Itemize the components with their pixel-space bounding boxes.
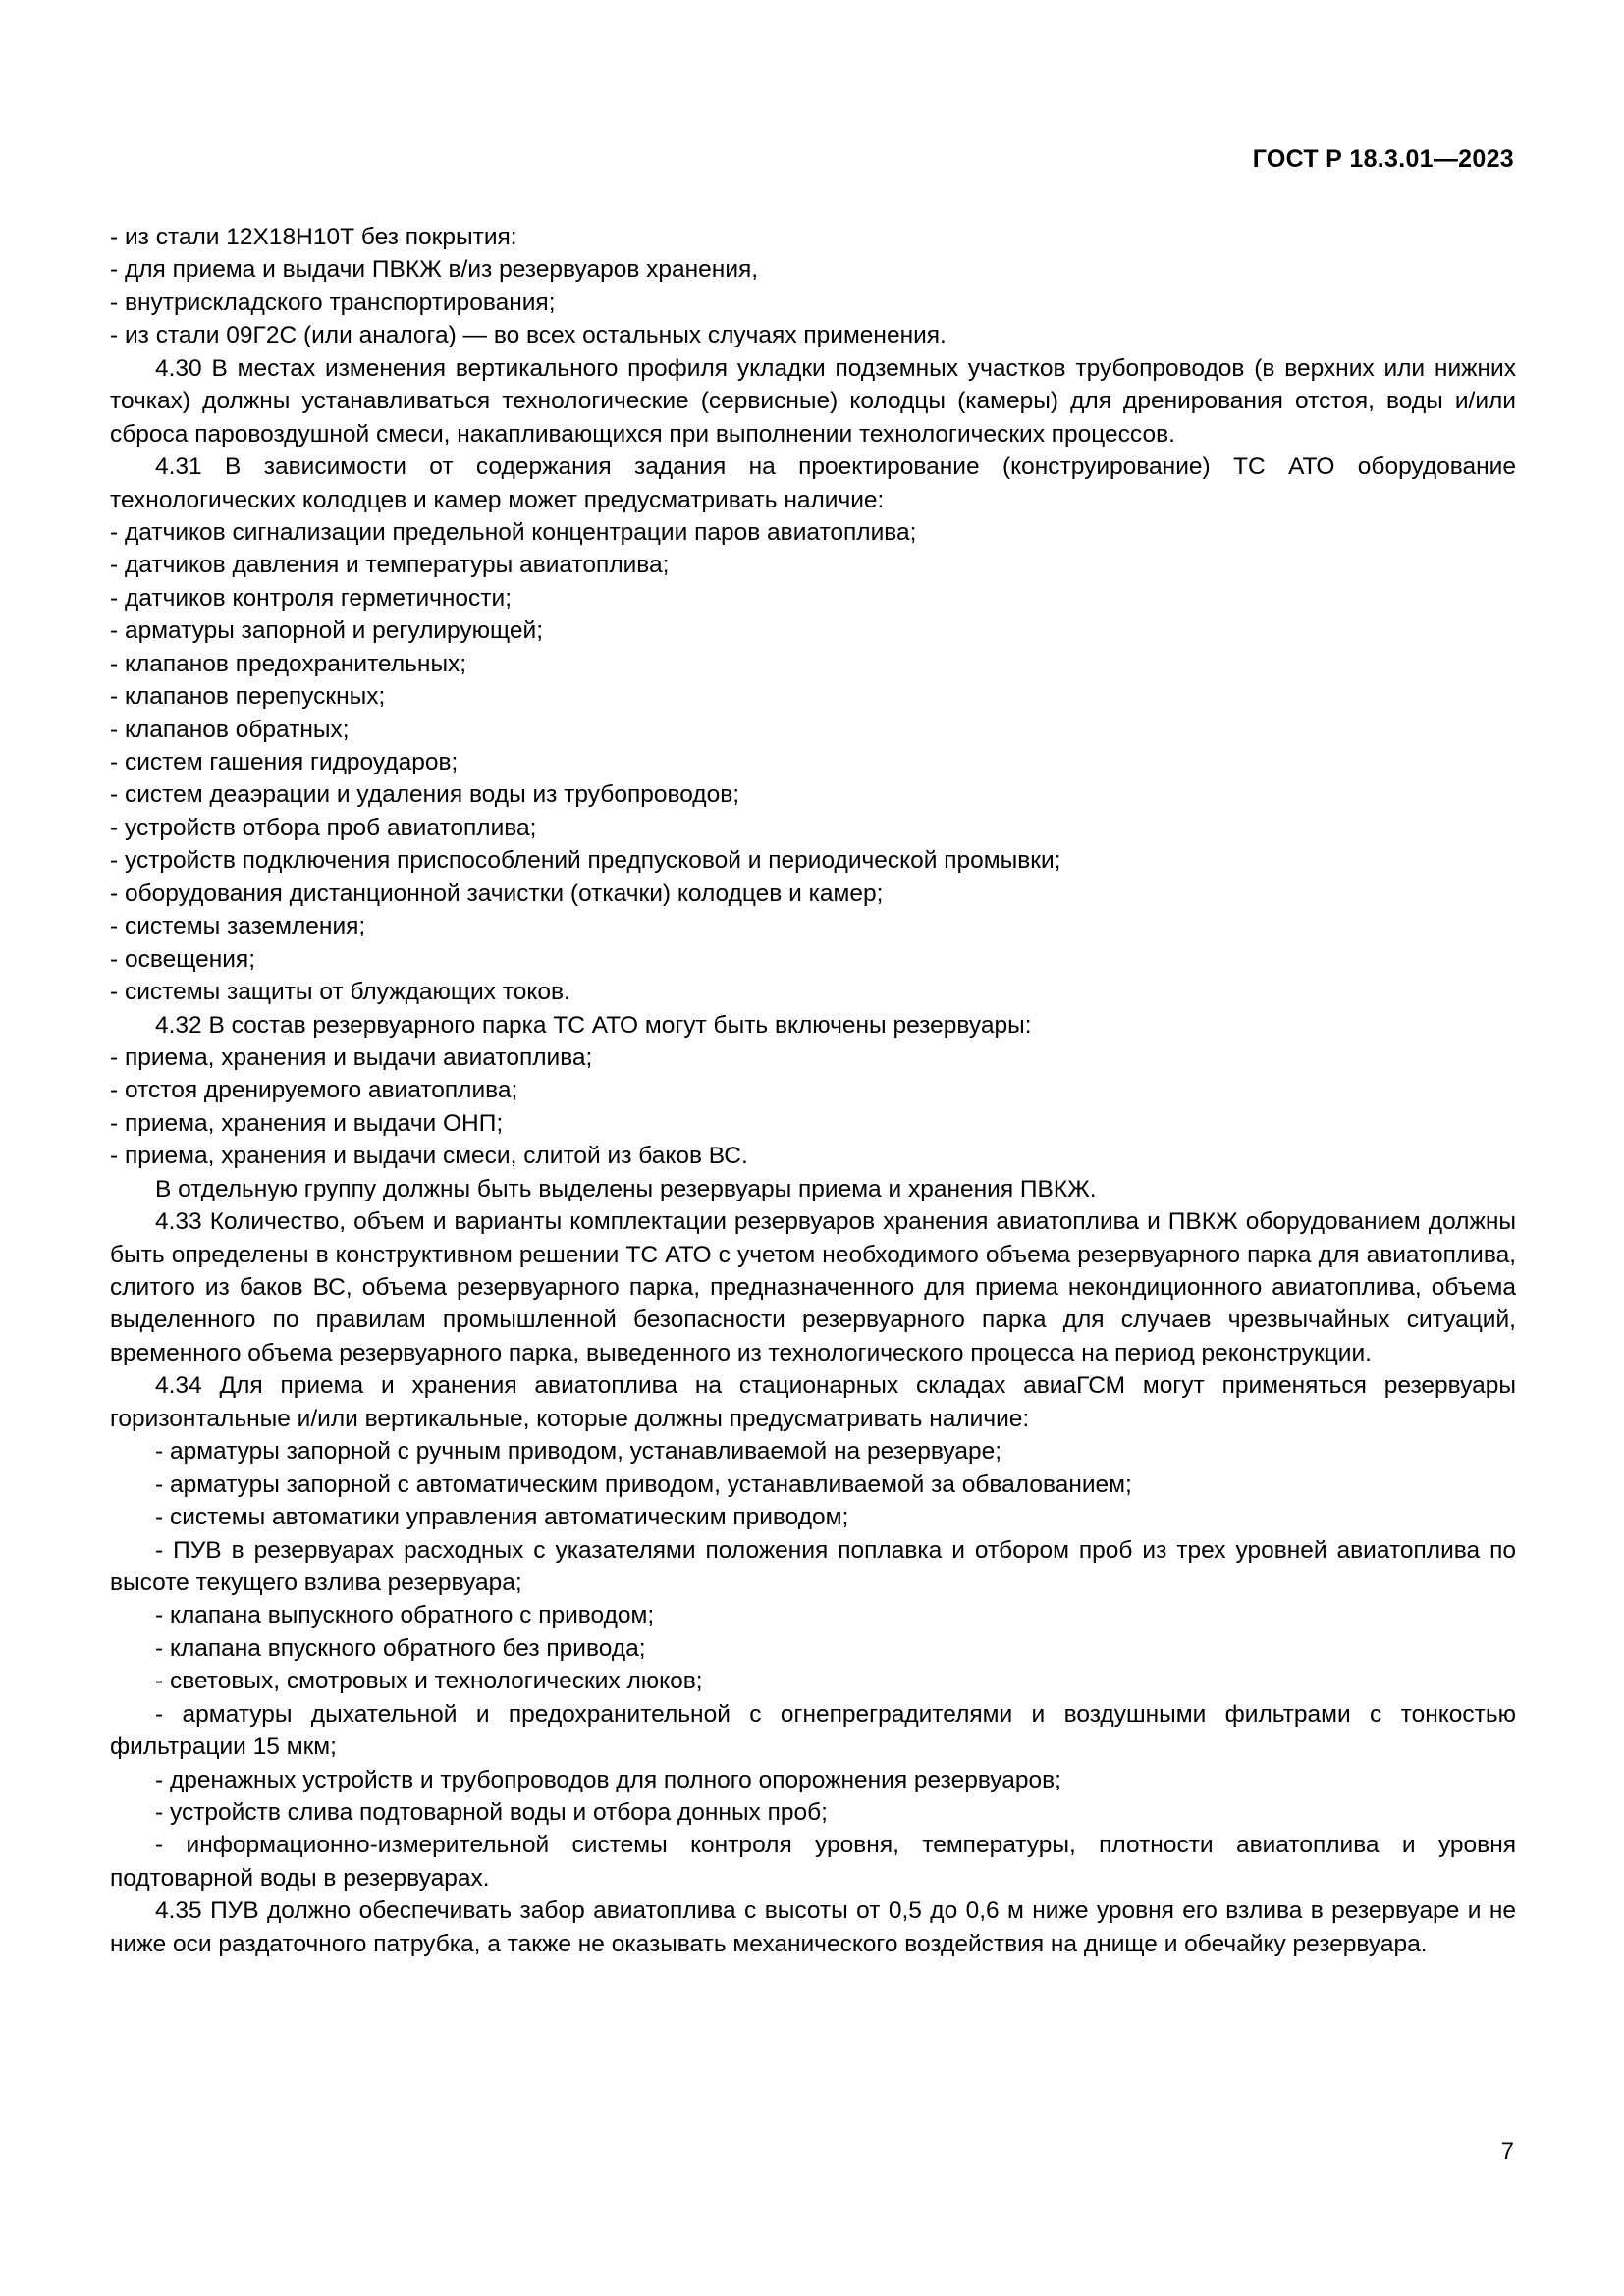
list-item: - внутрискладского транспортирования;: [110, 289, 556, 316]
list-item: - клапанов обратных;: [110, 716, 350, 743]
list-item: - устройств слива подтоварной воды и отбора донных проб;: [155, 1799, 828, 1826]
list-item: - арматуры запорной и регулирующей;: [110, 617, 544, 645]
list-item: - датчиков контроля герметичности;: [110, 584, 513, 612]
list-item: - оборудования дистанционной зачистки (откачки) колодцев и камер;: [110, 880, 884, 907]
list-item: - систем деаэрации и удаления воды из трубопроводов;: [110, 781, 740, 809]
list-item: - системы автоматики управления автоматическим приводом;: [155, 1504, 849, 1531]
clause-4-30: 4.30 В местах изменения вертикального профиля укладки подземных участков трубопроводов (в верхних или нижних точках) должны устанавливаться технологические (сервисные) колодцы (камеры) для дренирования отстоя, воды и/или сброса паровоздушной смеси, накапливающихся при выполнении технологических процессов.: [110, 354, 1516, 448]
clause-4-33: 4.33 Количество, объем и варианты комплектации резервуаров хранения авиатоплива и ПВКЖ оборудованием должны быть определены в конструктивном решении ТС АТО с учетом необходимого объема резервуарного парка для авиатоплива, слитого из баков ВС, объема резервуарного парка, предназначенного для приема некондиционного авиатоплива, объема выделенного по правилам промышленной безопасности резервуарного парка для случаев чрезвычайных ситуаций, временного объема резервуарного парка, выведенного из технологического процесса на период реконструкции.: [110, 1208, 1516, 1366]
list-item: - приема, хранения и выдачи ОНП;: [110, 1109, 504, 1137]
list-item: - системы защиты от блуждающих токов.: [110, 979, 570, 1006]
page-header-standard-code: ГОСТ Р 18.3.01—2023: [1252, 145, 1514, 173]
list-item: - арматуры дыхательной и предохранительной с огнепреградителями и воздушными фильтрами с тонкостью фильтрации 15 мкм;: [110, 1700, 1516, 1761]
list-item: - устройств отбора проб авиатоплива;: [110, 814, 537, 841]
clause-4-31: 4.31 В зависимости от содержания задания на проектирование (конструирование) ТС АТО оборудование технологических колодцев и камер может предусматривать наличие:: [110, 454, 1516, 513]
list-item: - датчиков давления и температуры авиатоплива;: [110, 552, 670, 579]
list-item: - арматуры запорной с автоматическим приводом, устанавливаемой за обвалованием;: [155, 1470, 1132, 1498]
list-item: - устройств подключения приспособлений предпусковой и периодической промывки;: [110, 847, 1061, 875]
list-item: - клапанов перепускных;: [110, 683, 386, 711]
list-item: - клапана впускного обратного без привода;: [155, 1634, 646, 1662]
clause-4-32: 4.32 В состав резервуарного парка ТС АТО могут быть включены резервуары:: [155, 1011, 1032, 1039]
list-item: - арматуры запорной с ручным приводом, устанавливаемой на резервуаре;: [155, 1438, 1002, 1466]
list-item: - приема, хранения и выдачи смеси, слитой из баков ВС.: [110, 1143, 748, 1170]
paragraph-pvkj-group: В отдельную группу должны быть выделены резервуары приема и хранения ПВКЖ.: [155, 1175, 1097, 1202]
page-number: 7: [1500, 2138, 1514, 2164]
clause-4-35: 4.35 ПУВ должно обеспечивать забор авиатоплива с высоты от 0,5 до 0,6 м ниже уровня его взлива в резервуаре и не ниже оси раздаточного патрубка, а также не оказывать механического воздействия на днище и обечайку резервуара.: [110, 1897, 1516, 1957]
list-item: - информационно-измерительной системы контроля уровня, температуры, плотности авиатоплива и уровня подтоварной воды в резервуарах.: [110, 1832, 1516, 1892]
list-item: - ПУВ в резервуарах расходных с указателями положения поплавка и отбором проб из трех уровней авиатоплива по высоте текущего взлива резервуара;: [110, 1536, 1516, 1596]
list-item: - систем гашения гидроударов;: [110, 749, 459, 775]
list-item: - датчиков сигнализации предельной концентрации паров авиатоплива;: [110, 518, 917, 546]
list-item: - приема, хранения и выдачи авиатоплива;: [110, 1043, 593, 1071]
list-item: - освещения;: [110, 945, 256, 973]
list-item: - световых, смотровых и технологических люков;: [155, 1668, 703, 1695]
list-item: - системы заземления;: [110, 913, 366, 940]
list-item: - из стали 12Х18Н10Т без покрытия:: [110, 224, 517, 250]
list-item: - клапанов предохранительных;: [110, 650, 467, 677]
clause-4-34: 4.34 Для приема и хранения авиатоплива на стационарных складах авиаГСМ могут применяться резервуары горизонтальные и/или вертикальные, которые должны предусматривать наличие:: [110, 1372, 1516, 1432]
list-item: - дренажных устройств и трубопроводов для полного опорожнения резервуаров;: [155, 1766, 1061, 1793]
list-item: - клапана выпускного обратного с приводом;: [155, 1602, 655, 1629]
document-body: [110, 221, 1516, 1960]
list-item: - для приема и выдачи ПВКЖ в/из резервуаров хранения,: [110, 256, 759, 284]
list-item: - из стали 09Г2С (или аналога) — во всех остальных случаях применения.: [110, 322, 947, 349]
list-item: - отстоя дренируемого авиатоплива;: [110, 1077, 518, 1104]
